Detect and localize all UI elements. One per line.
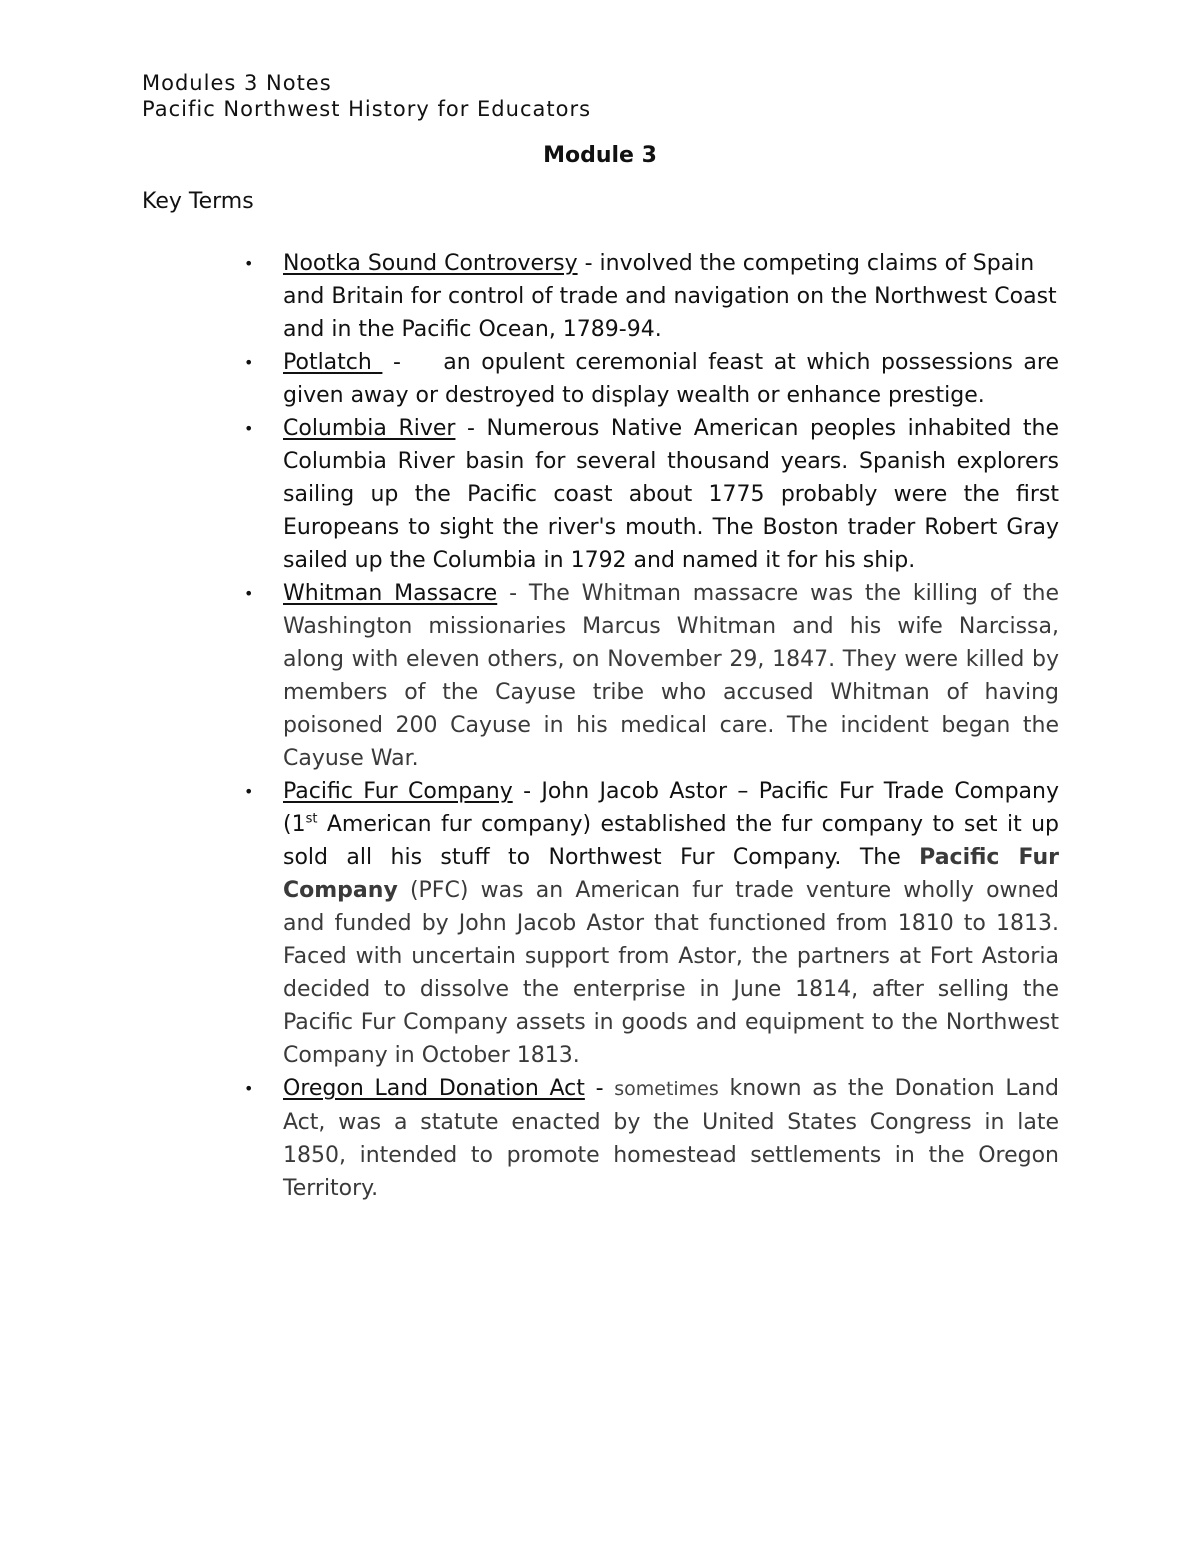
module-title: Module 3 — [543, 143, 657, 168]
bullet-icon: • — [244, 254, 254, 273]
key-terms-heading: Key Terms — [142, 189, 254, 214]
definition-nootka: - involved the competing claims of Spain and Britain for control of trade and navigation on the Northwest Coast and in the Pacific Ocean, 1789-94. — [283, 251, 1057, 342]
ordinal-superscript: st — [305, 811, 318, 827]
list-item-nootka — [244, 247, 1059, 346]
pfc-bold-name: Pacific Fur Company — [283, 845, 1059, 903]
definition-pfc-part3: (PFC) was an American fur trade venture wholly owned and funded by John Jacob Astor that functioned from 1810 to 1813. Faced with uncertain support from Astor, the partners at Fort Astoria decided to dissolve the enterprise in June 1814, after selling the Pacific Fur Company assets in goods and equipment to the Northwest Company in October 1813. — [283, 878, 1059, 1068]
term-potlatch: Potlatch — [283, 350, 383, 375]
term-oregon-land-donation-act: Oregon Land Donation Act — [283, 1076, 585, 1101]
definition-pfc-part1: - John Jacob Astor – Pacific Fur Trade Company (1 — [283, 779, 1059, 837]
list-item-potlatch — [244, 346, 1067, 412]
bullet-icon: • — [244, 782, 254, 801]
bullet-icon: • — [244, 419, 254, 438]
definition-oldA-part2: known as the Donation Land Act, was a statute enacted by the United States Congress in late 1850, intended to promote homestead settlements in the Oregon Territory. — [283, 1076, 1059, 1201]
definition-pfc-part2: American fur company) established the fur company to set it up sold all his stuff to Northwest Fur Company. The — [283, 812, 1059, 870]
term-nootka-sound-controversy: Nootka Sound Controversy — [283, 251, 578, 276]
definition-whitman-massacre: - The Whitman massacre was the killing of the Washington missionaries Marcus Whitman and his wife Narcissa, along with eleven others, on November 29, 1847. They were killed by members of the Cayuse tribe who accused Whitman of having poisoned 200 Cayuse in his medical care. The incident began the Cayuse War. — [283, 581, 1060, 771]
bullet-icon: • — [244, 1079, 254, 1098]
term-whitman-massacre: Whitman Massacre — [283, 581, 498, 606]
header-course-notes: Modules 3 Notes — [142, 71, 332, 95]
definition-columbia-river: - Numerous Native American peoples inhabited the Columbia River basin for several thousand years. Spanish explorers sailing up the Pacific coast about 1775 probably were the first Europeans to sight the river's mouth. The Boston trader Robert Gray sailed up the Columbia in 1792 and named it for his ship. — [283, 416, 1059, 573]
definition-potlatch: - an opulent ceremonial feast at which possessions are given away or destroyed to display wealth or enhance prestige. — [283, 350, 1067, 408]
list-item-pacific-fur-company — [244, 775, 1059, 1072]
bullet-icon: • — [244, 584, 254, 603]
definition-oldA-part1: - — [584, 1076, 615, 1101]
definition-oldA-small: sometimes — [614, 1078, 719, 1100]
list-item-oregon-land-donation-act — [244, 1072, 1059, 1205]
term-pacific-fur-company: Pacific Fur Company — [283, 779, 513, 804]
bullet-icon: • — [244, 353, 254, 372]
list-item-columbia-river — [244, 412, 1059, 577]
key-terms-list — [244, 247, 1067, 1205]
list-item-whitman-massacre — [244, 577, 1060, 775]
term-columbia-river: Columbia River — [283, 416, 456, 441]
header-course-title: Pacific Northwest History for Educators — [142, 97, 592, 121]
